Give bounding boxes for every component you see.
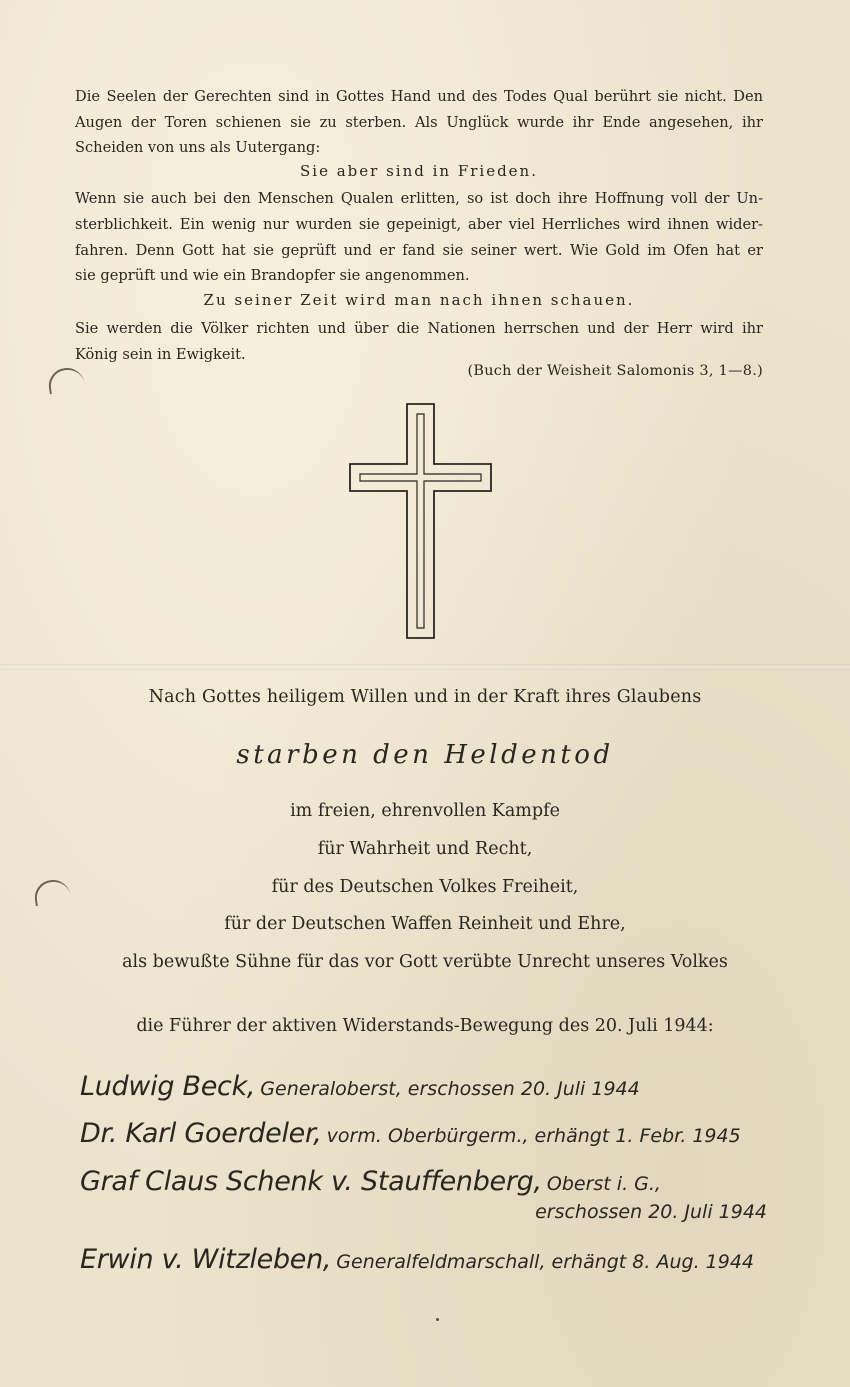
intro-text: Nach Gottes heiligem Willen und in der Kraft ihres Glaubens xyxy=(148,687,702,707)
desc-witzleben: Generalfeldmarschall, erhängt 8. Aug. 1944 xyxy=(336,1251,754,1273)
ink-speck xyxy=(436,1318,439,1321)
cross-icon xyxy=(349,403,493,641)
verse-line-6: fahren. Denn Gott hat sie geprüft und er fand sie seiner wert. Wie Gold im Ofen hat er xyxy=(75,242,763,259)
name-entry-beck xyxy=(80,1071,640,1102)
dedication-line-5: als bewußte Sühne für das vor Gott verübte Unrecht unseres Volkes xyxy=(122,952,728,972)
verse-line-4: Wenn sie auch bei den Menschen Qualen erlitten, so ist doch ihre Hoffnung voll der Un- xyxy=(75,190,763,207)
name-entry-goerdeler xyxy=(80,1118,741,1149)
verse-line-1: Die Seelen der Gerechten sind in Gottes Hand und des Todes Qual berührt sie nicht. Den xyxy=(75,88,763,105)
dedication-line-3: für des Deutschen Volkes Freiheit, xyxy=(271,877,579,897)
desc-stauffenberg: Oberst i. G., xyxy=(546,1173,661,1195)
dedication-line-1: im freien, ehrenvollen Kampfe xyxy=(290,801,560,821)
verse-time: Zu seiner Zeit wird man nach ihnen schauen. xyxy=(203,291,635,309)
name-stauffenberg: Graf Claus Schenk v. Stauffenberg, xyxy=(80,1166,542,1197)
verse-line-2: Augen der Toren schienen sie zu sterben. Als Unglück wurde ihr Ende angesehen, ihr xyxy=(75,114,763,131)
desc-stauffenberg-cont: erschossen 20. Juli 1944 xyxy=(535,1201,767,1223)
desc-goerdeler: vorm. Oberbürgerm., erhängt 1. Febr. 1945 xyxy=(326,1125,741,1147)
name-beck: Ludwig Beck, xyxy=(80,1071,256,1102)
desc-beck: Generaloberst, erschossen 20. Juli 1944 xyxy=(260,1078,640,1100)
verse-line-5: sterblichkeit. Ein wenig nur wurden sie gepeinigt, aber viel Herrliches wird ihnen wider- xyxy=(75,216,763,233)
name-goerdeler: Dr. Karl Goerdeler, xyxy=(80,1118,322,1149)
verse-line-9: König sein in Ewigkeit. xyxy=(75,346,246,363)
name-entry-witzleben xyxy=(80,1244,754,1275)
verse-line-7: sie geprüft und wie ein Brandopfer sie angenommen. xyxy=(75,267,470,284)
dedication-line-2: für Wahrheit und Recht, xyxy=(317,839,533,859)
name-entry-stauffenberg xyxy=(80,1166,661,1197)
verse-line-8: Sie werden die Völker richten und über die Nationen herrschen und der Herr wird ihr xyxy=(75,320,763,337)
paper-fold xyxy=(0,664,850,670)
name-witzleben: Erwin v. Witzleben, xyxy=(80,1244,332,1275)
verse-citation: (Buch der Weisheit Salomonis 3, 1—8.) xyxy=(467,363,763,379)
dedication-line-4: für der Deutschen Waffen Reinheit und Ehre, xyxy=(224,914,626,934)
leaders-line: die Führer der aktiven Widerstands-Bewegung des 20. Juli 1944: xyxy=(136,1016,714,1036)
verse-peace: Sie aber sind in Frieden. xyxy=(300,162,538,180)
heading-heldentod: starben den Heldentod xyxy=(236,740,614,770)
verse-line-3: Scheiden von uns als Uutergang: xyxy=(75,139,321,156)
